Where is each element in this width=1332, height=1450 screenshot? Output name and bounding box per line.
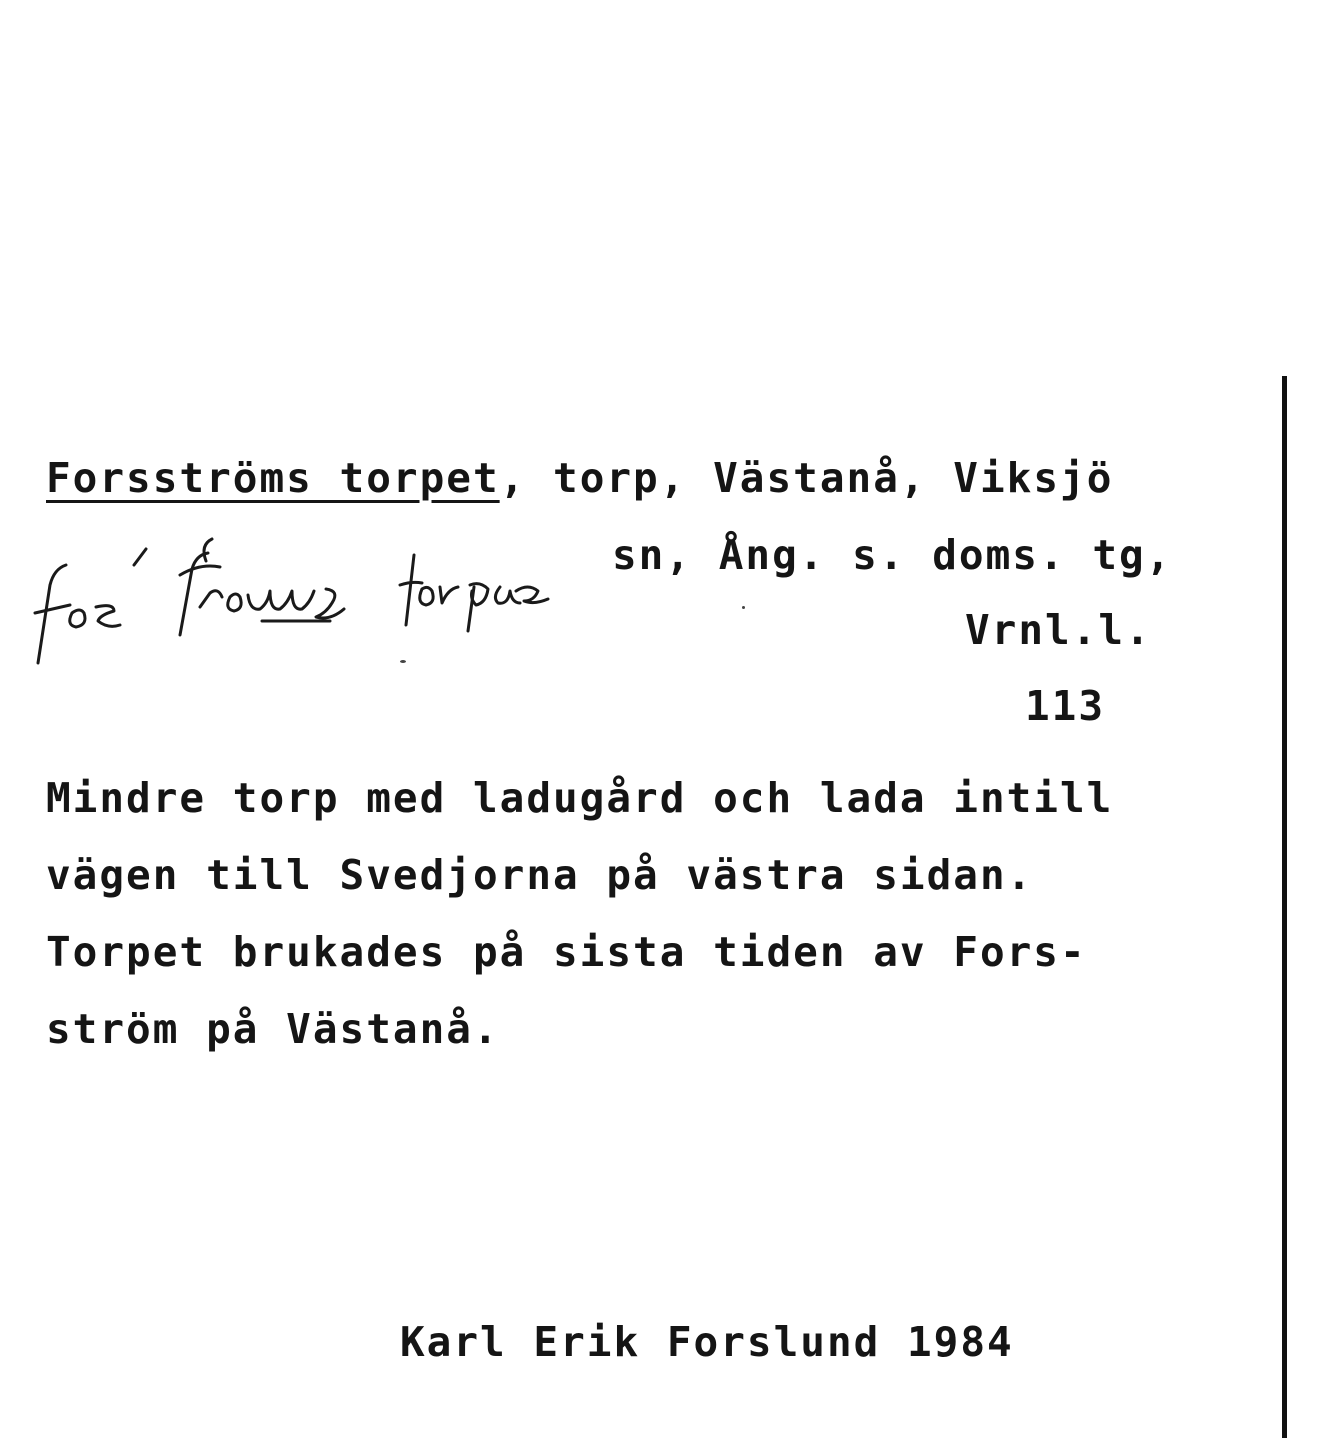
reference-number: 113 <box>1025 682 1106 730</box>
author-signature: Karl Erik Forslund 1984 <box>400 1318 1014 1366</box>
body-line: ström på Västanå. <box>46 1005 500 1053</box>
body-line: Torpet brukades på sista tiden av Fors- <box>46 928 1087 976</box>
card-edge-divider <box>1282 376 1287 1438</box>
place-name: Forsströms torpet <box>46 454 500 502</box>
place-details: , torp, Västanå, Viksjö <box>499 454 1114 502</box>
scan-speck <box>742 606 745 609</box>
card-heading <box>46 454 1114 502</box>
scan-speck <box>400 660 406 663</box>
body-line: Mindre torp med ladugård och lada intill <box>46 774 1114 822</box>
map-reference: Vrnl.l. <box>965 606 1152 654</box>
body-line: vägen till Svedjorna på västra sidan. <box>46 851 1034 899</box>
jurisdiction-line: sn, Ång. s. doms. tg, <box>612 531 1173 579</box>
handwritten-note <box>30 525 610 670</box>
card-body <box>46 760 1113 1068</box>
